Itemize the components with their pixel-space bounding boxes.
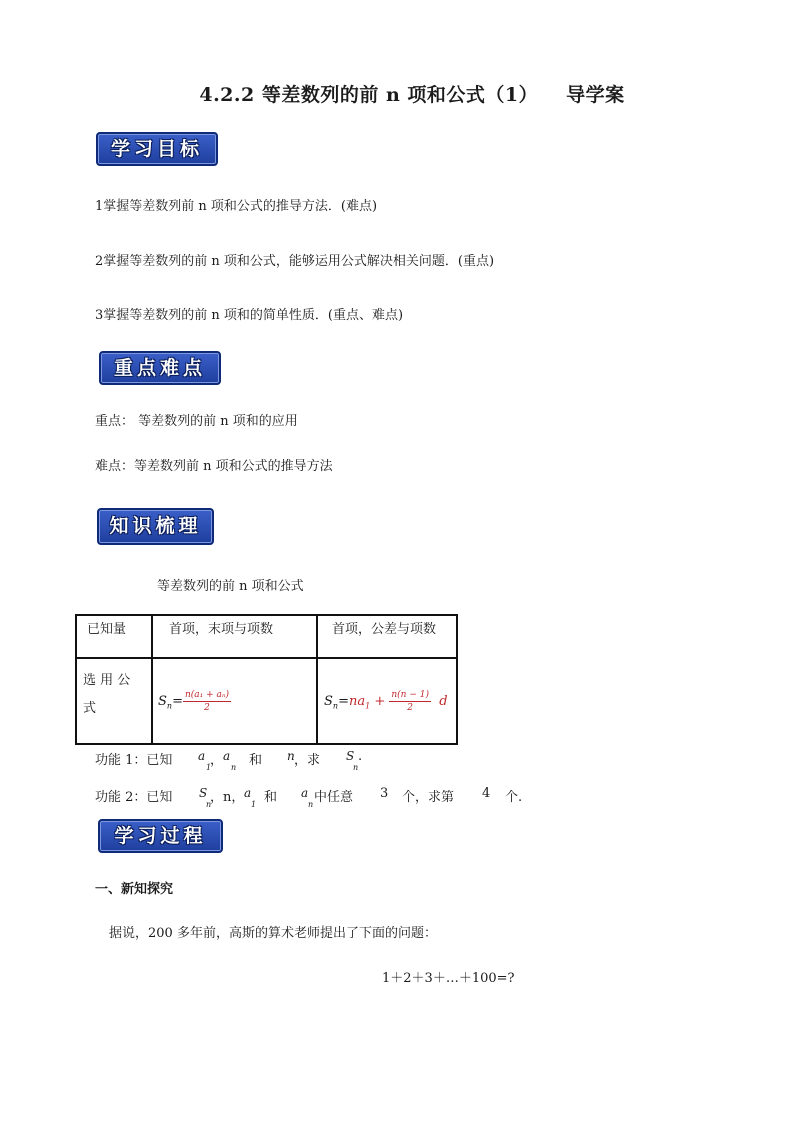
func2-rest2: 个，求第: [402, 790, 455, 805]
func1-n: n: [287, 749, 295, 763]
difficulty-text: 难点：等差数列前 n 项和公式的推导方法: [95, 459, 333, 474]
func2-mid: ，n，: [210, 790, 245, 805]
func2-label: 功能 2：已知: [95, 790, 173, 805]
func2-S-sub: n: [206, 800, 212, 809]
func2-an-sub: n: [308, 800, 314, 809]
banner-process: 学习过程: [98, 819, 223, 853]
formula-2: $S_n=na_1$ + $\frac{n(n - 1)}{2}$ d: [324, 689, 448, 713]
func1-an: a: [223, 749, 231, 763]
title-text: 4.2.2 等差数列的前 n 项和公式（1）: [199, 84, 539, 106]
formula-1: $S_n=$ $\frac{\text{n(a₁ + aₙ)}}{2}$: [158, 689, 230, 713]
func2-three: 3: [380, 786, 389, 801]
page-title: [0, 80, 794, 107]
formula-cell-1: [152, 658, 317, 744]
goal-item-1: 1掌握等差数列前 n 项和公式的推导方法．(难点): [95, 199, 378, 214]
func2-rest1: 中任意: [314, 790, 354, 805]
func1-label: 功能 1：已知: [95, 753, 173, 768]
func1-end: .: [358, 749, 363, 764]
func1-a1: a: [198, 749, 206, 763]
sum-equation: 1＋2＋3＋…＋100=?: [382, 971, 515, 986]
gauss-paragraph: 据说，200 多年前，高斯的算术老师提出了下面的问题：: [109, 926, 437, 941]
banner-key-points: 重点难点: [99, 351, 221, 385]
func2-and: 和: [264, 790, 278, 805]
func2-rest3: 个.: [505, 790, 523, 805]
subtitle-text: 导学案: [566, 84, 625, 106]
func1-comma: ，: [210, 753, 224, 768]
func2-a1: a: [244, 786, 252, 800]
table-header-first-diff: 首项，公差与项数: [317, 615, 457, 658]
banner-knowledge: 知识梳理: [97, 508, 214, 545]
func2-an: a: [301, 786, 309, 800]
table-row-label: 选 用 公 式: [76, 658, 152, 744]
table-header-first-last: 首项，末项与项数: [152, 615, 317, 658]
func2-four: 4: [482, 786, 491, 801]
table-caption: 等差数列的前 n 项和公式: [157, 579, 304, 594]
formula-cell-2: [317, 658, 457, 744]
focus-text: 重点： 等差数列的前 n 项和的应用: [95, 414, 298, 429]
goal-item-3: 3掌握等差数列的前 n 项和的简单性质．(重点、难点): [95, 308, 404, 323]
banner-goals: 学习目标: [96, 132, 218, 166]
func1-an-sub: n: [231, 763, 237, 772]
func1-a1-sub: 1: [206, 763, 212, 772]
formula-table: [75, 614, 458, 745]
func2-S: S: [199, 786, 208, 800]
func2-a1-sub: 1: [251, 800, 257, 809]
goal-item-2: 2掌握等差数列的前 n 项和公式，能够运用公式解决相关问题．(重点): [95, 254, 495, 269]
table-header-known: 已知量: [76, 615, 152, 658]
func1-S-sub: n: [353, 763, 359, 772]
func1-and: 和: [249, 753, 263, 768]
section-new-knowledge: 一、新知探究: [95, 882, 174, 897]
func1-S: S: [346, 749, 355, 763]
func1-ask: ，求: [294, 753, 321, 768]
